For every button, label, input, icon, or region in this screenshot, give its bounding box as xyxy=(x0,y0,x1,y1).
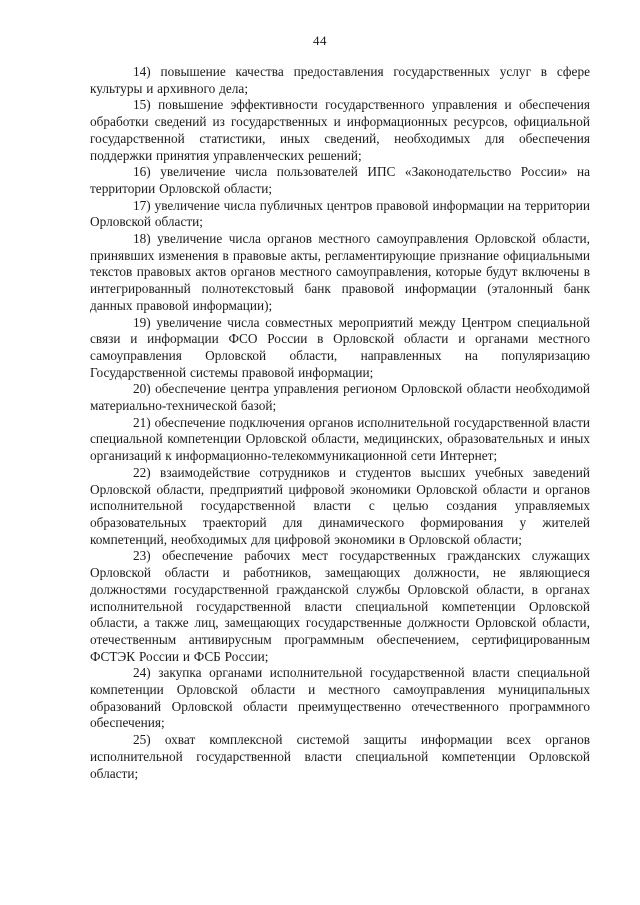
list-item-18: 18) увеличение числа органов местного самоуправления Орловской области, принявших изменения в правовые акты, регламентирующие признание официальными текстов правовых актов органов местного самоуправления, которые будут включены в интегрированный полнотекстовый банк правовой информации (эталонный банк данных правовой информации); xyxy=(90,231,590,313)
list-item-22: 22) взаимодействие сотрудников и студентов высших учебных заведений Орловской области, предприятий цифровой экономики Орловской области и органов исполнительной государственной власти с целью создания управляемых образовательных траекторий для динамического формирования у жителей компетенций, необходимых для цифровой экономики в Орловской области; xyxy=(90,464,590,547)
list-item-20: 20) обеспечение центра управления регионом Орловской области необходимой материально-технической базой; xyxy=(90,381,590,414)
list-item-14: 14) повышение качества предоставления государственных услуг в сфере культуры и архивного дела; xyxy=(90,64,590,96)
list-item-24: 24) закупка органами исполнительной государственной власти специальной компетенции Орловской области и местного самоуправления муниципальных образований Орловской области преимущественно отечественного программного обеспечения; xyxy=(90,665,590,731)
list-item-16: 16) увеличение числа пользователей ИПС «Законодательство России» на территории Орловской области; xyxy=(90,164,590,196)
list-item-23: 23) обеспечение рабочих мест государственных гражданских служащих Орловской области и работников, замещающих должности, не являющиеся должностями государственной гражданской службы Орловской области, в органах исполнительной государственной власти специальной компетенции Орловской области, а также лиц, замещающих государственные должности Орловской области, отечественным антивирусным программным обеспечением, сертифицированным ФСТЭК России и ФСБ России; xyxy=(90,548,590,664)
list-item-17: 17) увеличение числа публичных центров правовой информации на территории Орловской области; xyxy=(90,197,590,230)
list-item-25: 25) охват комплексной системой защиты информации всех органов исполнительной государственной власти специальной компетенции Орловской области; xyxy=(90,732,590,781)
list-item-21: 21) обеспечение подключения органов исполнительной государственной власти специальной компетенции Орловской области, медицинских, образовательных и иных организаций к информационно-телекоммуникационной сети Интернет; xyxy=(90,414,590,464)
list-item-19: 19) увеличение числа совместных мероприятий между Центром специальной связи и информации ФСО России в Орловской области и органами местного самоуправления Орловской области, направленных на популяризацию Государственной системы правовой информации; xyxy=(90,314,590,380)
list-item-15: 15) повышение эффективности государственного управления и обеспечения обработки сведений из государственных и информационных ресурсов, официальной государственной статистики, иных сведений, необходимых для обеспечения поддержки принятия управленческих решений; xyxy=(90,97,590,163)
document-body xyxy=(90,64,590,782)
page-number: 44 xyxy=(313,33,327,48)
